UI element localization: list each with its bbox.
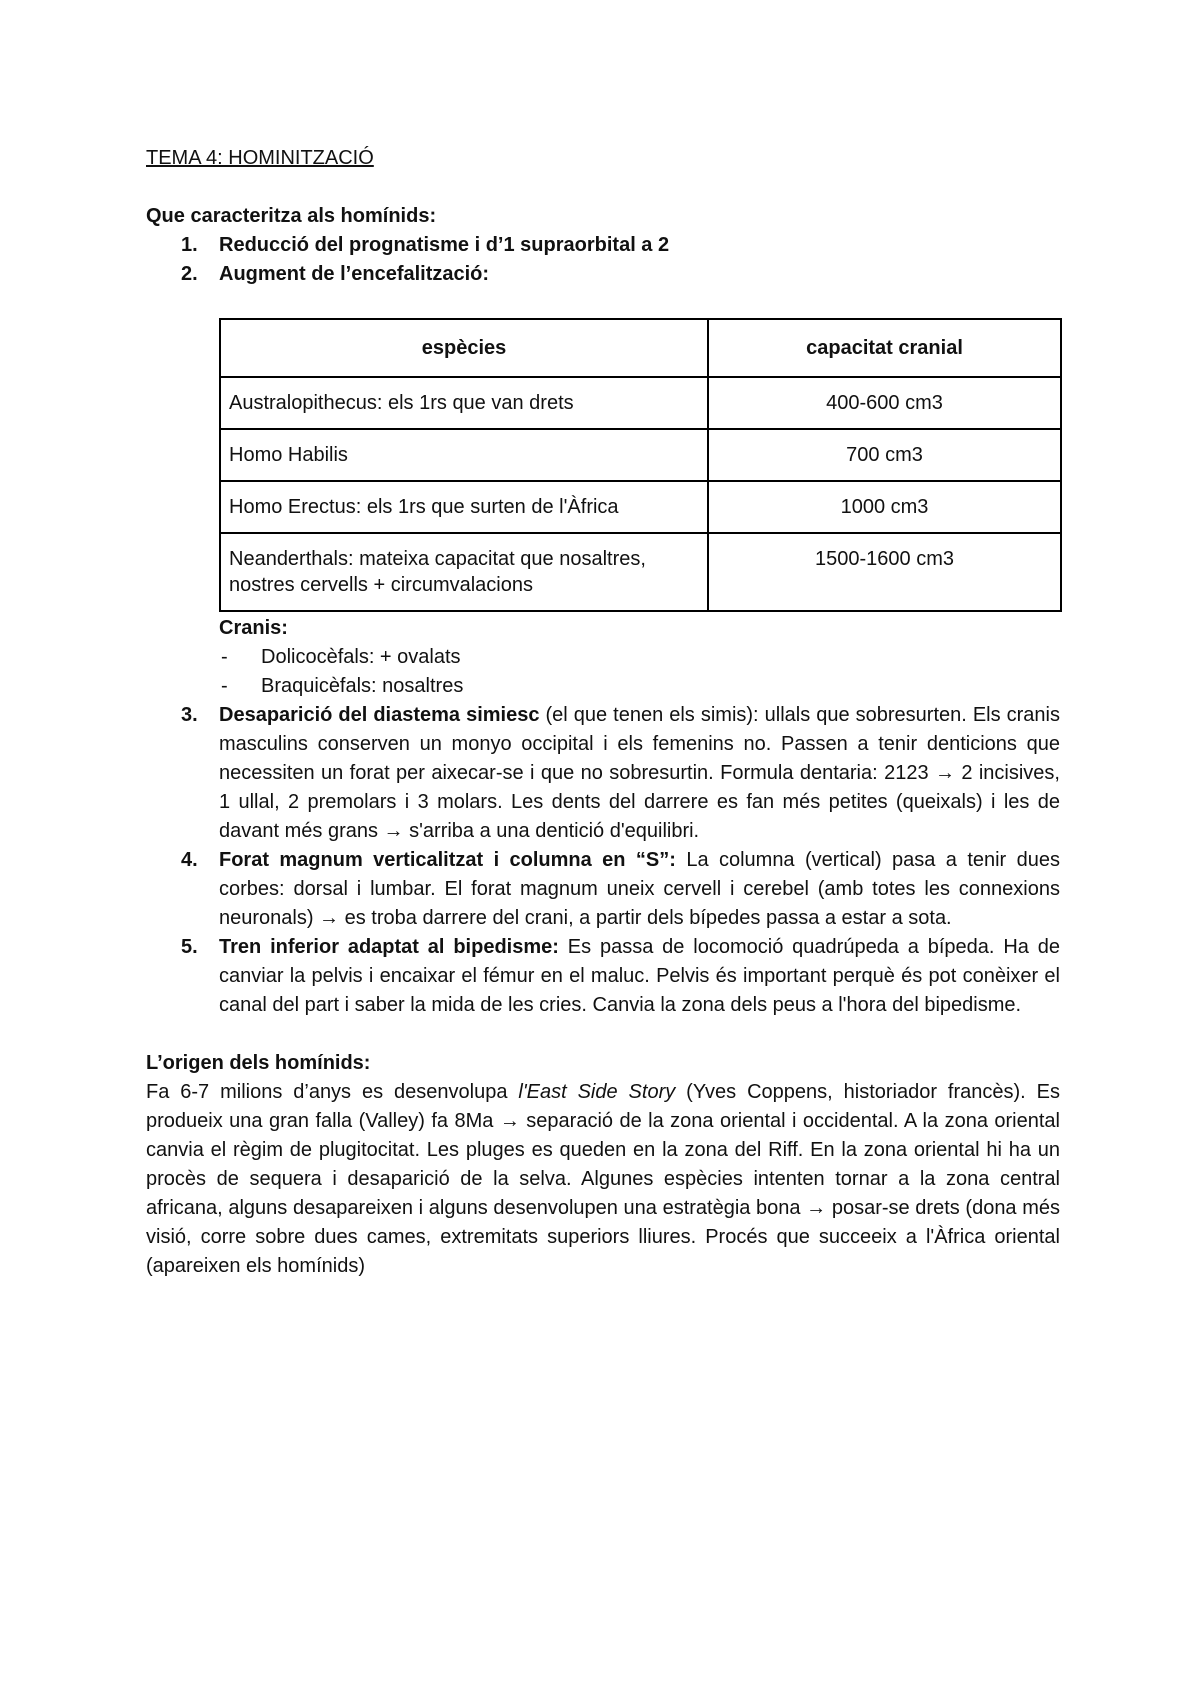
item-number: 5.: [181, 936, 198, 958]
table-row: [220, 377, 1061, 429]
origin-text-italic: l'East Side Story: [518, 1081, 676, 1103]
item-bold: Reducció del prognatisme i d’1 supraorbital a 2: [219, 234, 670, 256]
table-row: [220, 533, 1061, 611]
list-item: [146, 260, 1060, 701]
list-item: [146, 933, 1060, 1020]
table-cell: Homo Habilis: [220, 429, 708, 481]
item-number: 1.: [181, 234, 198, 256]
item-text: (el que tenen els simis): ullals que sobresurten. Els cranis masculins conserven un monyo occipital i els femenins no. Passen a tenir denticions que necessiten un forat per aixecar-se i que no sobresurtin. Formula dentaria: 2123 → 2 incisives, 1 ullal, 2 premolars i 3 molars. Les dents del darrere es fan més petites (queixals) i les de davant més grans → s'arriba a una dentició d'equilibri.: [219, 704, 1060, 842]
table-header-row: [220, 319, 1061, 377]
origin-text-end: (Yves Coppens, historiador francès). Es produeix una gran falla (Valley) fa 8Ma → separació de la zona oriental i occidental. A la zona oriental canvia el règim de plugitocitat. Les pluges es queden en la zona del Riff. En la zona oriental hi ha un procès de sequera i desaparició de la selva. Algunes espècies intenten tornar a la zona central africana, alguns desapareixen i alguns desenvolupen una estratègia bona → posar-se drets (dona més visió, corre sobre dues cames, extremitats superiors lliures. Procés que succeeix a l'Àfrica oriental (apareixen els homínids): [146, 1081, 1061, 1277]
cranis-list: [219, 643, 1060, 701]
item-number: 3.: [181, 704, 198, 726]
item-number: 4.: [181, 849, 198, 871]
document-body: [146, 144, 1060, 1281]
table-cell: 400-600 cm3: [708, 377, 1061, 429]
list-item: [146, 846, 1060, 933]
list-item: [146, 231, 1060, 260]
list-item: - Dolicocèfals: + ovalats: [219, 643, 1060, 672]
table-header: capacitat cranial: [708, 319, 1061, 377]
item-bold: Tren inferior adaptat al bipedisme:: [219, 936, 559, 958]
table-cell: Homo Erectus: els 1rs que surten de l'Àfrica: [220, 481, 708, 533]
table-cell: Neanderthals: mateixa capacitat que nosaltres, nostres cervells + circumvalacions: [220, 533, 708, 611]
item-bold: Augment de l’encefalització:: [219, 263, 490, 285]
origin-text-start: Fa 6-7 milions d’anys es desenvolupa: [146, 1081, 519, 1103]
table-cell: 1500-1600 cm3: [708, 533, 1061, 611]
table-row: [220, 429, 1061, 481]
intro-heading: Que caracteritza als homínids:: [146, 205, 437, 227]
list-item: - Braquicèfals: nosaltres: [219, 672, 1060, 701]
item-text: Es passa de locomoció quadrúpeda a bípeda. Ha de canviar la pelvis i encaixar el fémur en el maluc. Pelvis és important perquè és pot conèixer el canal del part i saber la mida de les cries. Canvia la zona dels peus a l'hora del bipedisme.: [219, 936, 1060, 1016]
table-cell: 700 cm3: [708, 429, 1061, 481]
item-bold: Desaparició del diastema simiesc: [219, 704, 540, 726]
page-title: TEMA 4: HOMINITZACIÓ: [146, 147, 374, 169]
origin-paragraph: [146, 1078, 1060, 1281]
item-bold: Forat magnum verticalitzat i columna en “S”:: [219, 849, 676, 871]
characteristics-list: [146, 231, 1060, 1020]
cranial-capacity-table: [219, 318, 1062, 612]
list-item: [146, 701, 1060, 846]
table-cell: 1000 cm3: [708, 481, 1061, 533]
item-text: La columna (vertical) pasa a tenir dues corbes: dorsal i lumbar. El forat magnum uneix cervell i cerebel (amb totes les connexions neuronals) → es troba darrere del crani, a partir dels bípedes passa a estar a sota.: [219, 849, 1060, 929]
origin-heading: L’origen dels homínids:: [146, 1052, 371, 1074]
item-number: 2.: [181, 263, 198, 285]
table-row: [220, 481, 1061, 533]
table-cell: Australopithecus: els 1rs que van drets: [220, 377, 708, 429]
table-header: espècies: [220, 319, 708, 377]
cranis-heading: Cranis:: [219, 617, 288, 639]
